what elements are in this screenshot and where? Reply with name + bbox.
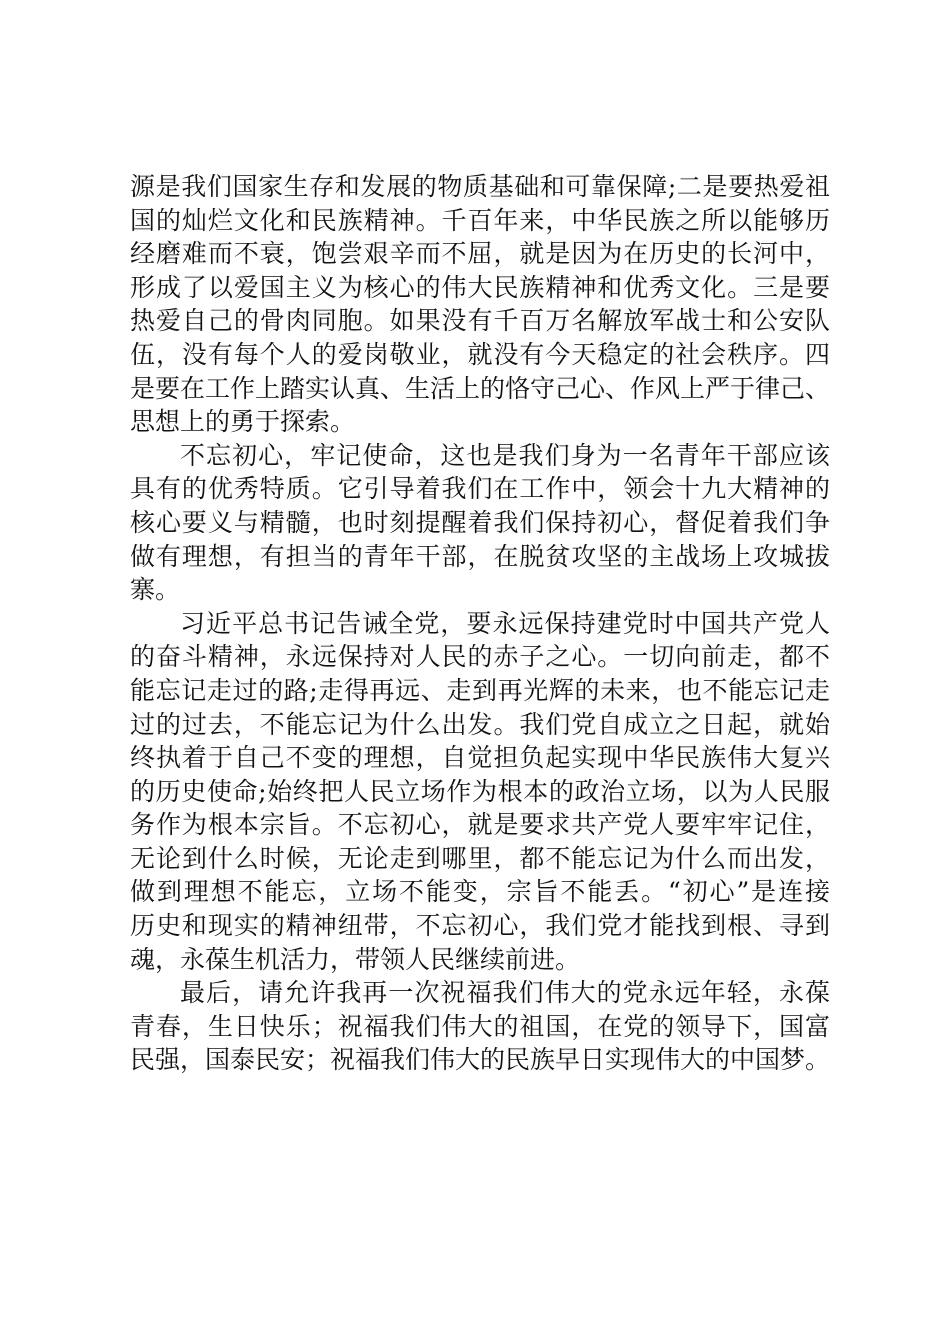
text-line: 魂，永葆生机活力，带领人民继续前进。	[130, 944, 581, 974]
text-line: 形成了以爱国主义为核心的伟大民族精神和优秀文化。三是要	[130, 272, 830, 302]
text-line: 做有理想，有担当的青年干部，在脱贫攻坚的主战场上攻城拔	[130, 541, 830, 571]
text-line: 思想上的勇于探索。	[130, 407, 356, 437]
text-line: 热爱自己的骨肉同胞。如果没有千百万名解放军战士和公安队	[130, 306, 830, 336]
text-line: 经磨难而不衰，饱尝艰辛而不屈，就是因为在历史的长河中，	[130, 239, 830, 269]
text-line: 具有的优秀特质。它引导着我们在工作中，领会十九大精神的	[130, 474, 830, 504]
text-line: 过的过去，不能忘记为什么出发。我们党自成立之日起，就始	[130, 709, 830, 739]
text-line: 务作为根本宗旨。不忘初心，就是要求共产党人要牢牢记住，	[130, 810, 830, 840]
body-text	[130, 170, 830, 1077]
text-line: 源是我们国家生存和发展的物质基础和可靠保障;二是要热爱祖	[130, 172, 830, 201]
paragraph-first-line: 最后，请允许我再一次祝福我们伟大的党永远年轻，永葆	[180, 978, 830, 1008]
text-line: 能忘记走过的路;走得再远、走到再光辉的未来，也不能忘记走	[130, 675, 830, 705]
paragraph-first-line: 习近平总书记告诫全党，要永远保持建党时中国共产党人	[180, 608, 830, 638]
text-line: 青春，生日快乐；祝福我们伟大的祖国，在党的领导下，国富	[130, 1011, 830, 1041]
text-line: 寨。	[130, 575, 181, 605]
text-line: 伍，没有每个人的爱岗敬业，就没有今天稳定的社会秩序。四	[130, 339, 830, 369]
text-line: 无论到什么时候，无论走到哪里，都不能忘记为什么而出发，	[130, 843, 830, 873]
text-line: 终执着于自己不变的理想，自觉担负起实现中华民族伟大复兴	[130, 743, 830, 773]
text-line: 做到理想不能忘，立场不能变，宗旨不能丢。“初心”是连接	[130, 877, 830, 907]
text-line: 是要在工作上踏实认真、生活上的恪守己心、作风上严于律己、	[130, 373, 831, 403]
text-line: 国的灿烂文化和民族精神。千百年来，中华民族之所以能够历	[130, 205, 830, 235]
text-line: 核心要义与精髓，也时刻提醒着我们保持初心，督促着我们争	[130, 507, 830, 537]
text-line: 的历史使命;始终把人民立场作为根本的政治立场，以为人民服	[130, 776, 830, 806]
text-line: 历史和现实的精神纽带，不忘初心，我们党才能找到根、寻到	[130, 911, 830, 941]
text-line: 的奋斗精神，永远保持对人民的赤子之心。一切向前走，都不	[130, 642, 830, 672]
paragraph-first-line: 不忘初心，牢记使命，这也是我们身为一名青年干部应该	[180, 440, 830, 470]
text-line: 民强，国泰民安；祝福我们伟大的民族早日实现伟大的中国梦。	[130, 1045, 831, 1075]
